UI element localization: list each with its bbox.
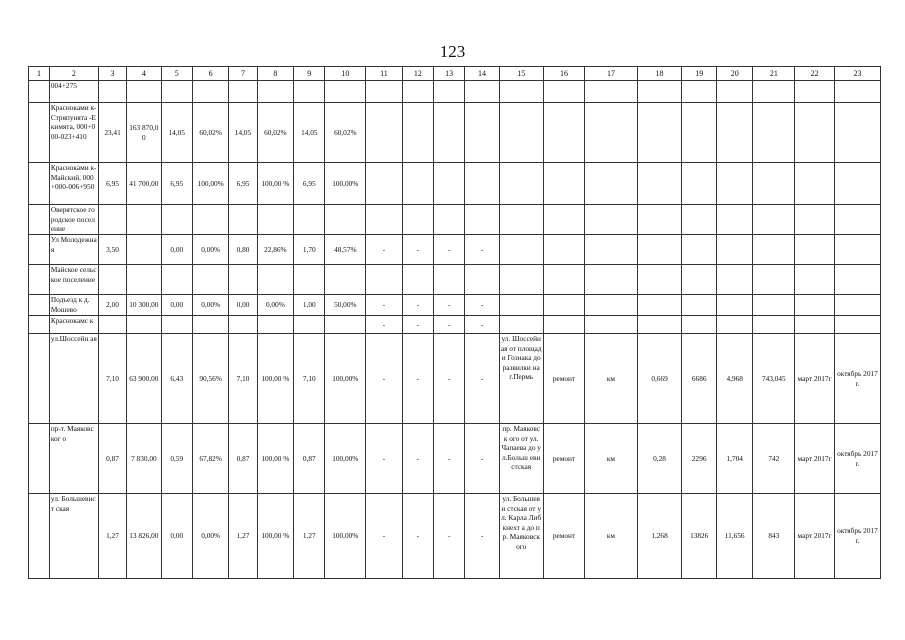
table-cell: [834, 163, 880, 205]
table-cell: -: [434, 295, 465, 316]
table-cell: -: [465, 424, 499, 494]
table-cell: [192, 81, 229, 103]
table-cell: 14,05: [161, 103, 192, 163]
table-cell: [29, 235, 50, 265]
table-cell: [637, 81, 682, 103]
table-cell: 100,00%: [325, 163, 366, 205]
table-cell: -: [465, 494, 499, 579]
table-cell: [465, 265, 499, 295]
table-cell: 0,00%: [192, 235, 229, 265]
table-cell: [257, 205, 294, 235]
table-cell: [29, 163, 50, 205]
table-cell: [795, 265, 835, 295]
table-cell: 7,10: [294, 334, 325, 424]
table-cell: -: [402, 295, 433, 316]
column-number-cell: 2: [49, 67, 98, 81]
table-cell: октябрь 2017г.: [834, 424, 880, 494]
table-cell: [29, 334, 50, 424]
table-cell: 0,28: [637, 424, 682, 494]
road-repair-table: [28, 66, 881, 579]
table-cell: [585, 265, 637, 295]
table-cell: -: [366, 235, 403, 265]
table-cell: [434, 81, 465, 103]
page-number: 123: [439, 42, 466, 61]
column-number-cell: 10: [325, 67, 366, 81]
table-cell: [366, 205, 403, 235]
table-cell: 14,05: [229, 103, 257, 163]
table-cell: [682, 163, 716, 205]
table-cell: 60,02%: [325, 103, 366, 163]
table-cell: [637, 316, 682, 334]
table-cell: 1,70: [294, 235, 325, 265]
table-cell: 1,27: [294, 494, 325, 579]
table-cell: [402, 265, 433, 295]
table-cell: [585, 295, 637, 316]
table-cell: [325, 205, 366, 235]
table-cell: 41 700,00: [127, 163, 161, 205]
table-cell: [834, 265, 880, 295]
object-name-cell: ул.Шоссейн ая: [49, 334, 98, 424]
table-cell: [637, 235, 682, 265]
road-section-cell: ул. Большеви стская от ул. Карла Либкнехт а до пр. Маяковск ого: [499, 494, 543, 579]
table-cell: [637, 163, 682, 205]
column-number-cell: 20: [716, 67, 753, 81]
table-cell: 1,268: [637, 494, 682, 579]
table-cell: [834, 316, 880, 334]
table-cell: [585, 316, 637, 334]
table-cell: [325, 265, 366, 295]
object-name-cell: Оверятское городское поселение: [49, 205, 98, 235]
column-number-cell: 11: [366, 67, 403, 81]
table-cell: [682, 103, 716, 163]
table-cell: [753, 235, 795, 265]
table-cell: [29, 205, 50, 235]
table-cell: 7,10: [229, 334, 257, 424]
table-cell: [294, 205, 325, 235]
column-number-cell: 23: [834, 67, 880, 81]
table-cell: [795, 295, 835, 316]
road-section-cell: [499, 163, 543, 205]
table-cell: [585, 163, 637, 205]
object-name-cell: Красноками к-Стряпунята -Екимята, 000+000-023+410: [49, 103, 98, 163]
table-cell: [834, 235, 880, 265]
table-cell: 6,95: [98, 163, 126, 205]
table-cell: [98, 316, 126, 334]
table-cell: [402, 205, 433, 235]
table-cell: 100,00%: [325, 334, 366, 424]
table-cell: март 2017г: [795, 424, 835, 494]
column-number-cell: 17: [585, 67, 637, 81]
table-cell: [192, 205, 229, 235]
table-cell: [543, 316, 585, 334]
table-cell: 2296: [682, 424, 716, 494]
table-cell: -: [465, 235, 499, 265]
table-cell: 60,02%: [192, 103, 229, 163]
table-cell: -: [402, 334, 433, 424]
table-cell: [753, 103, 795, 163]
table-cell: 0,00: [161, 235, 192, 265]
table-cell: 13826: [682, 494, 716, 579]
table-cell: [637, 103, 682, 163]
table-cell: 0,87: [294, 424, 325, 494]
table-cell: 100,00 %: [257, 334, 294, 424]
table-cell: [795, 163, 835, 205]
column-number-cell: 12: [402, 67, 433, 81]
table-cell: [325, 316, 366, 334]
table-cell: [716, 295, 753, 316]
table-row: [29, 103, 881, 163]
table-cell: 0,00: [161, 494, 192, 579]
table-row: [29, 265, 881, 295]
table-cell: [29, 81, 50, 103]
table-cell: [716, 265, 753, 295]
road-section-cell: [499, 265, 543, 295]
road-section-cell: [499, 205, 543, 235]
table-cell: 100,00 %: [257, 163, 294, 205]
table-cell: [795, 316, 835, 334]
column-number-cell: 19: [682, 67, 716, 81]
table-cell: 743,045: [753, 334, 795, 424]
table-cell: [543, 163, 585, 205]
road-section-cell: пр. Маяковск ого от ул. Чапаева до ул.Больш евистская: [499, 424, 543, 494]
table-cell: 48,57%: [325, 235, 366, 265]
table-cell: [543, 235, 585, 265]
table-cell: [29, 424, 50, 494]
table-cell: 67,82%: [192, 424, 229, 494]
column-number-cell: 15: [499, 67, 543, 81]
road-section-cell: [499, 81, 543, 103]
table-cell: [29, 265, 50, 295]
table-cell: [543, 103, 585, 163]
table-cell: 100,00 %: [257, 424, 294, 494]
table-cell: [543, 295, 585, 316]
table-cell: км: [585, 494, 637, 579]
table-cell: [637, 205, 682, 235]
table-cell: [465, 205, 499, 235]
table-cell: [434, 163, 465, 205]
table-cell: [585, 205, 637, 235]
table-cell: 0,59: [161, 424, 192, 494]
table-cell: [29, 494, 50, 579]
column-number-cell: 14: [465, 67, 499, 81]
table-cell: [229, 316, 257, 334]
object-name-cell: Красноками к-Майский, 000+000-006+950: [49, 163, 98, 205]
table-cell: [585, 235, 637, 265]
column-number-cell: 1: [29, 67, 50, 81]
table-cell: 100,00%: [325, 494, 366, 579]
table-cell: ремонт: [543, 334, 585, 424]
table-cell: [257, 81, 294, 103]
column-number-cell: 3: [98, 67, 126, 81]
table-cell: км: [585, 424, 637, 494]
table-cell: [716, 235, 753, 265]
table-cell: 3,50: [98, 235, 126, 265]
table-cell: [834, 205, 880, 235]
table-cell: [465, 163, 499, 205]
table-cell: -: [465, 295, 499, 316]
table-cell: [402, 103, 433, 163]
table-cell: [29, 103, 50, 163]
column-number-cell: 9: [294, 67, 325, 81]
table-cell: 60,02%: [257, 103, 294, 163]
table-cell: [753, 163, 795, 205]
table-cell: -: [434, 424, 465, 494]
table-cell: [716, 81, 753, 103]
table-cell: 13 826,00: [127, 494, 161, 579]
table-cell: [366, 265, 403, 295]
table-cell: октябрь 2017г.: [834, 334, 880, 424]
table-row: [29, 334, 881, 424]
table-cell: март 2017г: [795, 494, 835, 579]
table-row: [29, 235, 881, 265]
table-cell: [716, 103, 753, 163]
table-cell: [682, 205, 716, 235]
table-cell: [637, 295, 682, 316]
table-cell: 6,95: [229, 163, 257, 205]
road-section-cell: [499, 316, 543, 334]
table-cell: [753, 316, 795, 334]
table-cell: [229, 81, 257, 103]
table-cell: -: [402, 494, 433, 579]
table-cell: [229, 265, 257, 295]
column-number-cell: 8: [257, 67, 294, 81]
table-cell: [98, 205, 126, 235]
table-cell: [716, 163, 753, 205]
table-cell: [402, 163, 433, 205]
table-cell: -: [465, 334, 499, 424]
table-cell: [127, 235, 161, 265]
table-cell: [465, 103, 499, 163]
column-number-cell: 16: [543, 67, 585, 81]
table-cell: 1,27: [98, 494, 126, 579]
table-cell: [795, 205, 835, 235]
table-cell: [294, 316, 325, 334]
table-cell: 14,05: [294, 103, 325, 163]
table-cell: 0,00%: [257, 295, 294, 316]
table-cell: 1,00: [294, 295, 325, 316]
table-cell: 0,00%: [192, 494, 229, 579]
table-cell: [834, 103, 880, 163]
table-cell: [161, 265, 192, 295]
object-name-cell: Подъезд к д. Мошево: [49, 295, 98, 316]
object-name-cell: Краснокамс к: [49, 316, 98, 334]
table-cell: [127, 205, 161, 235]
table-cell: -: [366, 295, 403, 316]
object-name-cell: ул. Большевист ская: [49, 494, 98, 579]
table-cell: -: [366, 316, 403, 334]
table-cell: 100,00%: [192, 163, 229, 205]
column-number-cell: 13: [434, 67, 465, 81]
table-cell: октябрь 2017г.: [834, 494, 880, 579]
table-cell: 0,87: [229, 424, 257, 494]
table-cell: 7 830,00: [127, 424, 161, 494]
table-cell: -: [366, 334, 403, 424]
table-cell: [294, 81, 325, 103]
table-cell: 11,656: [716, 494, 753, 579]
column-number-cell: 6: [192, 67, 229, 81]
table-cell: 0,80: [229, 235, 257, 265]
table-cell: -: [434, 316, 465, 334]
table-cell: [543, 81, 585, 103]
table-cell: [98, 81, 126, 103]
table-cell: [29, 316, 50, 334]
table-cell: [434, 265, 465, 295]
table-cell: 6,95: [161, 163, 192, 205]
table-cell: 100,00%: [325, 424, 366, 494]
table-cell: 163 870,00: [127, 103, 161, 163]
table-cell: 742: [753, 424, 795, 494]
object-name-cell: Ул Молодежна я: [49, 235, 98, 265]
column-number-row: [29, 67, 881, 81]
table-cell: март 2017г: [795, 334, 835, 424]
table-cell: -: [465, 316, 499, 334]
table-row: [29, 295, 881, 316]
table-row: [29, 316, 881, 334]
table-cell: -: [402, 235, 433, 265]
table-cell: [325, 81, 366, 103]
object-name-cell: Майское сельское поселение: [49, 265, 98, 295]
road-section-cell: [499, 295, 543, 316]
table-cell: [637, 265, 682, 295]
table-cell: -: [434, 235, 465, 265]
table-cell: [795, 103, 835, 163]
table-cell: [795, 81, 835, 103]
table-cell: [543, 205, 585, 235]
table-cell: 6686: [682, 334, 716, 424]
table-cell: [366, 163, 403, 205]
table-cell: [834, 295, 880, 316]
table-cell: [127, 265, 161, 295]
table-cell: 6,43: [161, 334, 192, 424]
table-cell: [753, 205, 795, 235]
column-number-cell: 21: [753, 67, 795, 81]
table-cell: 0,669: [637, 334, 682, 424]
table-cell: -: [366, 494, 403, 579]
table-cell: [465, 81, 499, 103]
table-cell: км: [585, 334, 637, 424]
table-cell: 22,86%: [257, 235, 294, 265]
table-cell: 2,00: [98, 295, 126, 316]
table-cell: [682, 265, 716, 295]
table-cell: -: [402, 316, 433, 334]
table-cell: 6,95: [294, 163, 325, 205]
table-cell: 0,87: [98, 424, 126, 494]
table-cell: [682, 81, 716, 103]
object-name-cell: 004+275: [49, 81, 98, 103]
table-cell: [753, 295, 795, 316]
column-number-cell: 5: [161, 67, 192, 81]
table-cell: -: [434, 494, 465, 579]
table-cell: 50,00%: [325, 295, 366, 316]
column-number-cell: 22: [795, 67, 835, 81]
object-name-cell: пр-т. Маяковског о: [49, 424, 98, 494]
table-cell: [98, 265, 126, 295]
table-cell: -: [434, 334, 465, 424]
table-cell: ремонт: [543, 424, 585, 494]
table-cell: [434, 103, 465, 163]
table-cell: [366, 81, 403, 103]
column-number-cell: 18: [637, 67, 682, 81]
table-cell: [161, 81, 192, 103]
table-cell: [366, 103, 403, 163]
table-cell: 0,00%: [192, 295, 229, 316]
table-cell: 4,968: [716, 334, 753, 424]
table-cell: [257, 316, 294, 334]
table-row: [29, 81, 881, 103]
table-cell: [257, 265, 294, 295]
table-cell: [294, 265, 325, 295]
road-section-cell: [499, 103, 543, 163]
table-cell: 7,10: [98, 334, 126, 424]
column-number-cell: 4: [127, 67, 161, 81]
table-cell: [192, 316, 229, 334]
table-cell: [127, 81, 161, 103]
table-row: [29, 494, 881, 579]
table-cell: [192, 265, 229, 295]
table-cell: [682, 316, 716, 334]
table-cell: [161, 205, 192, 235]
table-cell: 10 300,00: [127, 295, 161, 316]
table-row: [29, 163, 881, 205]
table-cell: 1,27: [229, 494, 257, 579]
table-cell: [716, 316, 753, 334]
table-cell: 90,56%: [192, 334, 229, 424]
table-cell: [161, 316, 192, 334]
table-cell: 23,41: [98, 103, 126, 163]
table-cell: -: [366, 424, 403, 494]
table-cell: [543, 265, 585, 295]
table-cell: [682, 295, 716, 316]
column-number-cell: 7: [229, 67, 257, 81]
table-cell: [585, 81, 637, 103]
table-cell: [585, 103, 637, 163]
table-row: [29, 205, 881, 235]
road-section-cell: ул. Шоссейн ая от площади Гознака до развилки на г.Пермь: [499, 334, 543, 424]
table-cell: ремонт: [543, 494, 585, 579]
table-row: [29, 424, 881, 494]
road-section-cell: [499, 235, 543, 265]
table-cell: [753, 81, 795, 103]
table-cell: [716, 205, 753, 235]
table-cell: [434, 205, 465, 235]
table-cell: [682, 235, 716, 265]
table-cell: 100,00 %: [257, 494, 294, 579]
table-cell: [834, 81, 880, 103]
table-cell: 0,00: [161, 295, 192, 316]
table-cell: 843: [753, 494, 795, 579]
table-cell: [127, 316, 161, 334]
table-cell: [753, 265, 795, 295]
table-cell: [795, 235, 835, 265]
table-cell: -: [402, 424, 433, 494]
table-cell: 0,00: [229, 295, 257, 316]
table-cell: [229, 205, 257, 235]
table-cell: [402, 81, 433, 103]
table-cell: 63 900,00: [127, 334, 161, 424]
table-cell: 1,704: [716, 424, 753, 494]
table-cell: [29, 295, 50, 316]
